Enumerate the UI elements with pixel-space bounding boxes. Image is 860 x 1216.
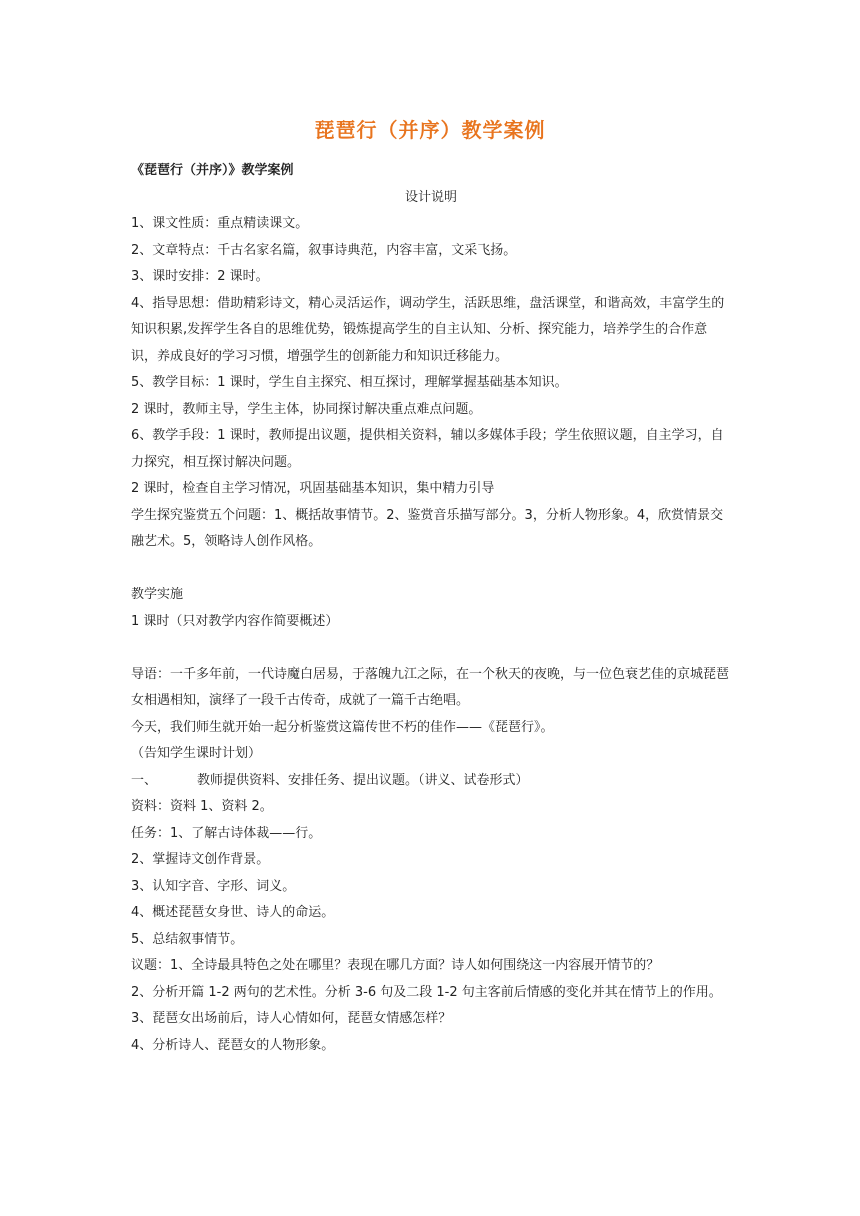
section-heading-design: 设计说明 [404, 189, 457, 205]
design-item-2: 2、文章特点：千古名家名篇，叙事诗典范，内容丰富，文采飞扬。 [131, 242, 517, 258]
blank-line [131, 556, 731, 583]
design-item-3: 3、课时安排：2 课时。 [131, 269, 269, 284]
design-item-4: 4、指导思想：借助精彩诗文，精心灵活运作，调动学生，活跃思维，盘活课堂，和谐高效，丰富学生的知识积累,发挥学生各自的思维优势，锻炼提高学生的自主认知、分析、探究能力，培养学生的合作意识，养成良好的学习习惯，增强学生的创新能力和知识迁移能力。 [131, 295, 725, 364]
materials-line: 资料：资料 1、资料 2。 [131, 799, 273, 814]
design-item-6-cont: 2 课时，检查自主学习情况，巩固基础基本知识，集中精力引导 [131, 481, 495, 496]
design-item-5-cont: 2 课时，教师主导，学生主体，协同探讨解决重点难点问题。 [131, 401, 482, 417]
intro-paragraph: 导语：一千多年前，一代诗魔白居易，于落魄九江之际，在一个秋天的夜晚，与一位色衰艺佳的京城琵琶女相遇相知，演绎了一段千古传奇，成就了一篇千古绝唱。 [131, 666, 730, 708]
task-item-3: 3、认知字音、字形、词义。 [131, 878, 296, 894]
topic-item-4: 4、分析诗人、琵琶女的人物形象。 [131, 1037, 335, 1053]
design-item-6: 6、教学手段：1 课时，教师提出议题，提供相关资料，辅以多媒体手段；学生依照议题，自主学习，自力探究，相互探讨解决问题。 [131, 428, 724, 470]
document-title: 琵琶行（并序）教学案例 [314, 118, 546, 142]
step-one-number: 一、 [131, 772, 158, 788]
task-item-2: 2、掌握诗文创作背景。 [131, 852, 270, 867]
document-subtitle: 《琵琶行（并序）》教学案例 [131, 163, 294, 178]
topic-item-3: 3、琵琶女出场前后，诗人心情如何，琵琶女情感怎样？ [131, 1011, 452, 1026]
step-one-text: 教师提供资料、安排任务、提出议题。（讲义、试卷形式） [197, 772, 529, 788]
document-body [131, 158, 731, 1059]
design-item-5: 5、教学目标：1 课时，学生自主探究、相互探讨，理解掌握基础基本知识。 [131, 375, 568, 390]
section-heading-implement: 教学实施 [131, 587, 184, 602]
design-item-1: 1、课文性质：重点精读课文。 [131, 216, 309, 231]
task-item-1: 任务：1、了解古诗体裁——行。 [131, 825, 322, 841]
design-item-6-questions: 学生探究鉴赏五个问题：1、概括故事情节。2、鉴赏音乐描写部分。3，分析人物形象。4，欣赏情景交融艺术。5，领略诗人创作风格。 [131, 507, 724, 549]
task-item-4: 4、概述琵琶女身世、诗人的命运。 [131, 905, 335, 920]
topic-item-1: 议题：1、全诗最具特色之处在哪里？表现在哪几方面？诗人如何围绕这一内容展开情节的？ [131, 958, 660, 973]
topic-item-2: 2、分析开篇 1-2 两句的艺术性。分析 3-6 句及二段 1-2 句主客前后情感的变化并其在情节上的作用。 [131, 984, 722, 1000]
task-item-5: 5、总结叙事情节。 [131, 931, 244, 947]
step-one [131, 768, 731, 795]
plan-note: （告知学生课时计划） [131, 746, 262, 761]
today-paragraph: 今天，我们师生就开始一起分析鉴赏这篇传世不朽的佳作——《琵琶行》。 [131, 719, 554, 735]
lesson-one-heading: 1 课时（只对教学内容作简要概述） [131, 613, 339, 629]
blank-line [131, 635, 731, 662]
